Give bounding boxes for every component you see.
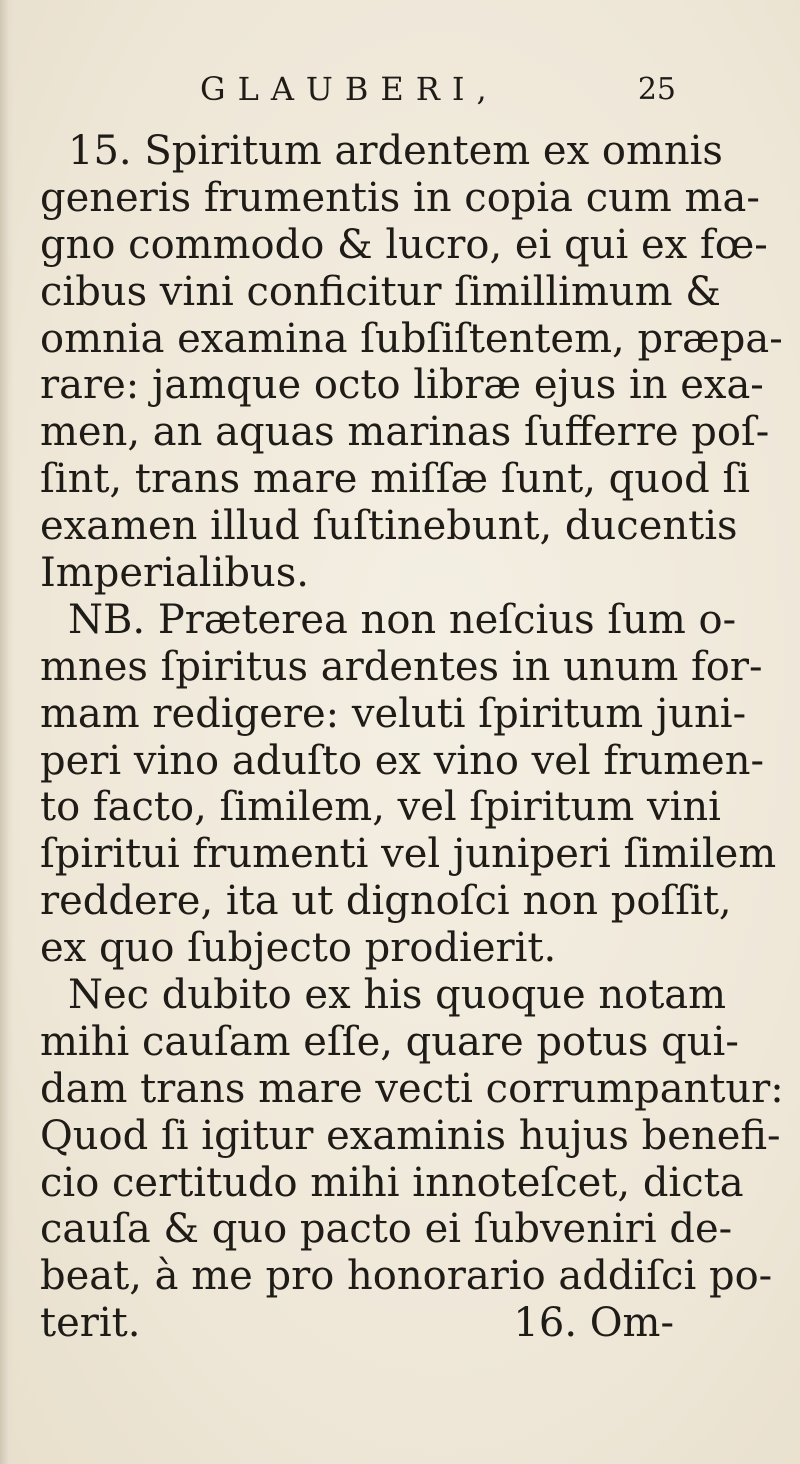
text-line: omnia examina ſubſiſtentem, præpa-	[40, 315, 783, 362]
text-line: cauſa & quo pacto ei ſubveniri de-	[40, 1206, 733, 1253]
text-line: terit.	[40, 1300, 141, 1347]
text-line: mihi cauſam eſſe, quare potus qui-	[40, 1018, 739, 1065]
text-line: NB. Præterea non neſcius ſum o-	[68, 596, 737, 643]
text-line: Imperialibus.	[40, 550, 309, 597]
text-line: gno commodo & lucro, ei qui ex fœ-	[40, 221, 768, 268]
text-line: 15. Spiritum ardentem ex omnis	[68, 128, 723, 174]
text-line: rare: jamque octo libræ ejus in exa-	[40, 362, 764, 409]
text-line: generis frumentis in copia cum ma-	[40, 174, 760, 221]
text-line: beat, à me pro honorario addiſci po-	[40, 1253, 773, 1300]
text-line: Quod ſi igitur examinis hujus benefi-	[40, 1112, 781, 1159]
text-line: cio certitudo mihi innoteſcet, dicta	[40, 1159, 744, 1206]
text-line: reddere, ita ut dignoſci non poſſit,	[40, 878, 732, 925]
text-line: men, an aquas marinas ſufferre poſ-	[40, 409, 770, 456]
text-line: mam redigere: veluti ſpiritum juni-	[40, 690, 747, 737]
page-header	[200, 70, 700, 120]
text-line: dam trans mare vecti corrumpantur:	[40, 1065, 784, 1112]
text-line: to facto, ſimilem, vel ſpiritum vini	[40, 784, 721, 831]
running-title: GLAUBERI,	[200, 70, 499, 108]
body-text	[40, 128, 784, 1347]
text-line: ſpiritui frumenti vel juniperi ſimilem	[40, 831, 777, 878]
text-line: peri vino aduſto ex vino vel frumen-	[40, 737, 764, 784]
text-line: Nec dubito ex his quoque notam	[68, 972, 727, 1019]
final-line	[40, 1300, 680, 1347]
page-gutter-shadow	[0, 0, 14, 1464]
text-line: cibus vini conficitur ſimillimum &	[40, 268, 721, 315]
page-number: 25	[637, 72, 676, 107]
text-line: ſint, trans mare miſſæ ſunt, quod ſi	[40, 456, 751, 503]
text-line: ex quo ſubjecto prodierit.	[40, 925, 557, 972]
text-line: examen illud ſuſtinebunt, ducentis	[40, 503, 738, 550]
catchword: 16. Om-	[513, 1300, 674, 1347]
text-line: mnes ſpiritus ardentes in unum for-	[40, 643, 763, 690]
